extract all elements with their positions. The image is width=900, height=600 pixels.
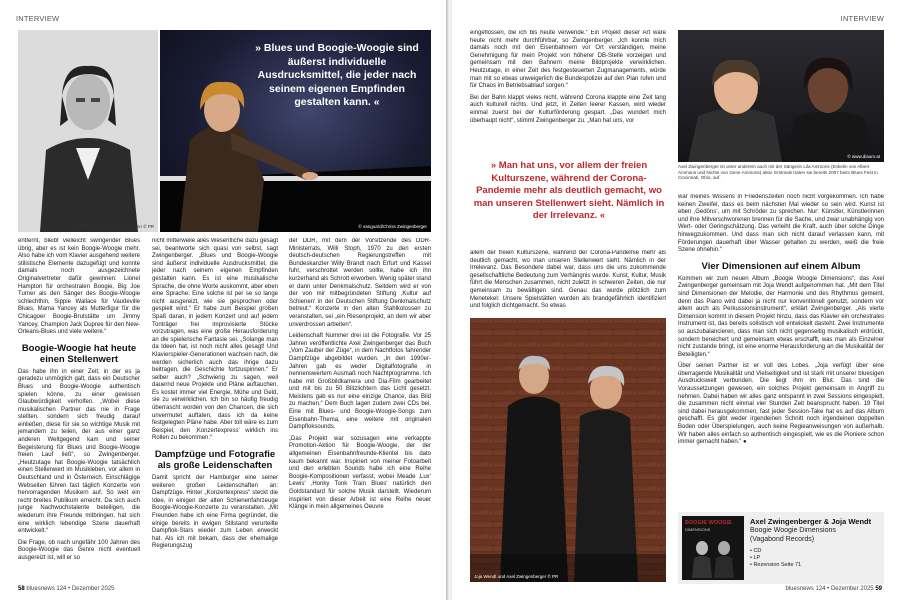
photo-caption-text: Axel Zwingenberger ist unter anderem auch mit der Sängerin Lila Ammons (Enkelin von Albert Ammons und Nichte von Gene Ammons) aktiv. Erstmals traten sie bereits 2007 beim Blues Fest in Cincinnati, Ohio, auf. — [678, 164, 878, 181]
format-item: • Rezension Seite 71 — [750, 562, 802, 568]
pull-quote: » Man hat uns, vor allem der freien Kulturszene, während der Corona-Pandemie mehr als deutlich gemacht, wo man unseren Stellenwert sieht. Nämlich in der Irrelevanz. « — [473, 160, 665, 221]
photo-duo-brick-wall — [470, 318, 666, 582]
paragraph: Das habe ihn in einer Zeit, in der es ja geradezu unmöglich galt, dass ein Deutscher Blues und Boogie-Woogie authentisch spielen könne, zu einer gewissen Glaubwürdigkeit verholfen. „Wobei diese musikalischen Partner das nie in Frage stellten, sondern sich freudig darauf einließen, diese für sie so wichtige Musik mit jemandem zu teilen, der aus einer ganz anderen Weltgegend kam und seiner Begeisterung für Blues und Boogie-Woogie freien Lauf ließ“, so Zwingenberger. „Heutzutage hat Boogie-Woogie tatsächlich einen Stellenwert im Musikleben, vor allem in Deutschland und in Österreich. Einschlägige Webseiten führen fast täglich Konzerte von hervorragenden Musikern auf. So weit ein recht breites Publikum erreicht. Da sich auch junge Nachwuchstalente beteiligen, die wiederum ihre Freunde mitbringen, hat sich eine wirklich lebendige Szene dauerhaft entwickelt.“ — [18, 368, 140, 535]
page-footer — [18, 586, 115, 592]
album-cover-title: BOOGIE WOOGIE — [685, 520, 732, 526]
album-formats — [750, 548, 801, 569]
paragraph: nicht mitterweile alles Wesentliche dazu gesagt sei, beantworte sich quasi von selbst, sagt Zwingenberger. „Blues und Boogie-Woogie sind äußerst individuelle Ausdrucksmittel, die jeder nach seinem eigenen Empfinden gestalten kann. Es ist eine musikalische Sprache, die ohne Worte auskommt, aber eben eine Sprache. Eine solche ist per se so lange nicht ausgereizt, wie sie gesprochen oder gespielt wird.“ Er habe zum Beispiel großen Spaß daran, in jedem Konzert und auf jedem Tonträger frei improvisierte Stücke vorzutragen, was eine große Herausforderung an die spielerische Fantasie sei. „Solange man da Ideen hat, ist noch nicht alles gesagt! Und Klavierspieler-Generationen wachsen nach, die werden sicherlich auch das ihrige dazu beitragen, die Geschichte fortzuspinnen.“ Er selber auch? „Schwierig zu sagen, weil dauernd neue Projekte und Pläne auftauchen. Es kostet immer viel Energie, Mühe und Geld, sie zu verwirklichen. Ich bin so häufig freudig überrascht worden von den Chancen, die sich unvermutet auftaten, dass ich da keine festgelegten Pläne habe. Aber toll wäre es zum Beispiel, den ‚Konzertexpress‘ wirklich ins Rollen zu bekommen.“ — [152, 238, 278, 442]
photo-credit: Promofoto aus den 1980er-Jahren © PR — [73, 224, 154, 229]
paragraph: entfernt, bleibt vielleicht swingender Blues übrig, aber es ist kein Boogie-Woogie mehr. Also habe ich vom Klavier ausgehend weitere stilistische Elemente dazugefügt und konnte damals noch ausgezeichnete Originalvertreter dafür gewinnen: Lionel Hampton für orchestralen Boogie, Big Joe Turner als den Sänger des Boogie-Woogie schlechthin, Sippie Wallace für Vaudeville Blues, Mama Yancey als Mutterfigur für die Chicagoer Boogie-Brutstätte um Jimmy Yancey, Champion Jack Dupree für den New-Orleans-Blues und viele weitere.“ — [18, 238, 140, 336]
section-label: INTERVIEW — [16, 14, 60, 23]
subheading: Dampfzüge und Fotografie als große Leidenschaften — [154, 449, 276, 472]
photo-credit: © www.diaum.at — [847, 154, 880, 159]
album-cover-subtitle: DIMENSIONS — [685, 527, 711, 532]
page-footer — [785, 586, 882, 592]
pull-quote: » Blues und Boogie-Woogie sind äußerst individuelle Ausdrucksmittel, die jeder nach seinem eigenen Empfinden gestalten kann. « — [255, 42, 419, 108]
album-label: (Vagabond Records) — [750, 536, 815, 543]
photo-piano-concert — [160, 30, 431, 232]
magazine-issue: bluesnews 124 • Dezember 2025 — [785, 586, 874, 592]
magazine-page-left — [0, 0, 448, 600]
paragraph: war meines Wissens in Friedenszeiten noch nicht vorgekommen. Ich habe keinen Zweifel, dass es beim nächsten Mal wieder so sein wird. Kunst ist eben ‚Gedöns‘, um mit Schröder zu sprechen. Nur: Künstler, Künstlerinnen und ihre Mitverschworenen brennen für die Sache, und zwar unabhängig von Wert- oder Geringschätzung. Das verleiht die Kraft, auch über solche Dinge hinwegzukommen. Und dass man sich nicht darauf verlassen kann, mit Förderungen dauerhaft über Wasser gehalten zu werden, weiß die freie Szene ohnehin.“ — [678, 194, 884, 254]
subheading: Vier Dimensionen auf einem Album — [701, 260, 861, 272]
brick-wall-illustration — [470, 318, 666, 582]
album-artist: Axel Zwingenberger & Joja Wendt — [750, 517, 872, 526]
photo-zwingenberger-ammons — [678, 30, 884, 162]
format-item: • LP — [750, 555, 761, 561]
paragraph: Bei der Bahn klappt vieles nicht, während Corona klappte eine Zeit lang auch kulturell nichts. Und jetzt, in Zeiten leerer Kassen, wird wieder einmal zuerst bei der Kulturförderung gespart. „Das wundert mich überhaupt nicht“, stimmt Zwingenberger zu. „Man hat uns, vor — [470, 94, 666, 124]
duo-illustration — [678, 30, 884, 162]
paragraph: Die Frage, ob nach ungefähr 100 Jahren des Boogie-Woogie das Genre nicht eventuell ausgereizt ist, will er so — [18, 539, 140, 561]
paragraph: der DDR, mit dem der Vorsitzende des DDR-Ministerrats, Willi Stoph, 1970 zu den ersten deutsch-deutschen Regierungstreffen mit Bundeskanzler Willy Brandt nach Erfurt und Kassel fuhr, verschrottet werden sollte, habe ich ihn kurzerhand als Schrott erworben. Wenig später stand er dann unter Denkmalschutz. Seitdem wird er von der von mir mitbegründeten Stiftung ‚Kultur auf Schienen‘ in der Deutschen Stiftung Denkmalschutz betreut.“ Konzerte in den alten Stahlkolossen zu veranstalten, sei „ein Riesenprojekt, an dem wir aber unverdrossen arbeiten“. — [289, 238, 431, 328]
magazine-issue: bluesnews 124 • Dezember 2025 — [26, 586, 115, 592]
paragraph: eingeflossen, die ich bis heute verwende.“ Ein Projekt dieser Art wäre heute nicht mehr durchführbar, so Zwingenberger. „Ich konnte mich damals noch mit den Eisenbahnern vor Ort verständigen, meine Genehmigung für mein Projekt von höherer DB-Stelle vorzeigen und gemeinsam mit den Bahnern meine Bildprojekte verwirklichen. Heutzutage, in einer Zeit des festgesteuerten Zugmanagements, würde man mit so etwas unweigerlich die Bundespolizei auf den Plan rufen und für Chaos im Betriebsablauf sorgen.“ — [470, 30, 666, 90]
paragraph: „Das Projekt war sozusagen eine verkappte Promotion-Aktion für Boogie-Woogie, der der allgemeinen Eisenbahnfreunde-Klientel bis dato kaum bekannt war. Inspiriert von meiner Fotoarbeit und den erlebten Sounds habe ich eine Reihe Boogie-Kompositionen verfasst, wobei Meade ‚Lux‘ Lewis‘ ‚Honky Tonk Train Blues‘ natürlich den Goldstandard für solche Musik darstellt. Wiederum inspiriert von dieser Arbeit ist eine Reihe neuer Klänge in mein allgemeines Oeuvre — [289, 435, 431, 511]
page-number: 59 — [875, 586, 882, 592]
paragraph: Leidenschaft Nummer drei ist die Fotografie. Vor 25 Jahren veröffentlichte Axel Zwingenberger das Buch „Vom Zauber der Züge“, in dem Nachtfotos fahrender Dampfzüge abgebildet wurden. „In den 1990er-Jahren gab es weder Digitalfotografie in nennenswertem Ausmaß noch Nachtprogramme. Ich habe mit Großbildkamera und Dia-Film gearbeitet und mit bis zu 50 Blitzlichtern das Licht gesetzt. Meistens gab es nur eine einzige Chance, das Bild zu machen.“ Dem Buch lagen zudem zwei CDs bei. Eine mit Blues- und Boogie-Woogie-Songs zum Eisenbahn-Thema, eine weitere mit originalen Dampfloksounds. — [289, 333, 431, 431]
article-column-2 — [152, 238, 278, 581]
article-column-2 — [678, 194, 884, 514]
article-column-1-top — [470, 30, 666, 150]
photo-credit: Joja Wendt und Axel Zwingenberger © PR — [474, 574, 559, 579]
album-cover-art — [682, 534, 744, 578]
section-label: INTERVIEW — [840, 14, 884, 23]
album-info-box — [678, 512, 884, 584]
subheading: Boogie-Woogie hat heute einen Stellenwert — [21, 342, 137, 365]
paragraph: Damit spricht der Hamburger eine seiner weiteren großen Leidenschaften an: Dampfzüge. Hinter „Konzertexpress“ steckt die Idee, in einigen der alten Schienenfahrzeuge Boogie-Woogie-Konzerte zu veranstalten. „Mit Freunden habe ich eine Firma gegründet, die einige bereits in ewigen Stilstand verurteilte Dampflok-Stars wieder zum Leben erweckt hat. Als ich mit bekam, dass der ehemalige Regierungszug — [152, 475, 278, 550]
paragraph: Kommen wir zum neuen Album „Boogie Woogie Dimensions“, das Axel Zwingenberger gemeinsam mit Joja Wendt aufgenommen hat. „Mit dem Titel sind Dimensionen der Melodie, der Harmonie und des Rhythmus gemeint, denn das Piano wird dabei ja nicht nur konventionell genutzt, sondern vor allem auch als Perkussionsinstrument“, erklärt Zwingenberger. „Als vierte Dimension kommt in diesem Projekt hinzu, dass das Klavier ein orchestrales Instrument ist, das bereits solistisch voll entwickelt dasteht. Zwei Instrumente so auszubalancieren, dass man sich nicht gegenseitig musikalisch erdrückt, sondern bereichert und gemeinsam etwas erschafft, was man als Einzelner nicht zustande bringt, ist eine enorme Herausforderung an die Musikalität der Beteiligten.“ — [678, 275, 884, 358]
page-number: 58 — [18, 586, 25, 592]
portrait-illustration — [18, 30, 158, 232]
paragraph: Über seinen Partner ist er voll des Lobes. „Joja verfügt über eine überragende Musikalität und Vielseitigkeit und ist stark mit unserer bluesigen Ausdruckswelt verbunden. Die liegt ihm im Blut. Das sind die Voraussetzungen gewesen, ein solches Projekt gemeinsam in Angriff zu nehmen. Dabei haben wir alles ganz entspannt in zwei Sessions eingespielt, die zusammen nicht einmal vier Stunden Zeit beansprucht haben. 19 Titel sind dabei herausgekommen, fast jeder Session-Take hat es auf das Album geschafft. Es gibt weder irgendeinen Schnitt noch irgendeinen doppelten Boden oder Überspielungen, auch keine Regieanweisungen von außerhalb. Wir haben alles einfach so authentisch eingespielt, wie es die Pioniere schon immer gemacht haben.“ ● — [678, 363, 884, 446]
album-cover — [682, 516, 744, 580]
photo-1980s-portrait — [18, 30, 158, 232]
photo-credit: © vanguard/Chriss Zwingenberger — [358, 224, 427, 229]
format-item: • CD — [750, 548, 762, 554]
article-column-1-mid — [470, 250, 666, 312]
article-column-3 — [289, 238, 431, 581]
paragraph: allem der freien Kulturszene, während der Corona-Pandemie mehr als deutlich gemacht, wo man unseren Stellenwert sieht. Nämlich in der Irrelevanz. Das Besondere dabei war, dass uns die uns zukommende gesellschaftliche Bedeutung zum Verhängnis wurde. Kunst, Kultur, Musik führt die Menschen zusammen, nicht zuletzt in schweren Zeiten, die nur gemeinsam zu bewältigen sind. Genau das wurde plötzlich zum Menetekel: Unsere Spielstätten wurden als brandgefährlich identifiziert und folglich dichtgemacht. So etwas — [470, 250, 666, 310]
article-column-1 — [18, 238, 140, 581]
magazine-page-right — [452, 0, 900, 600]
album-title: Boogie Woogie Dimensions — [750, 527, 836, 534]
